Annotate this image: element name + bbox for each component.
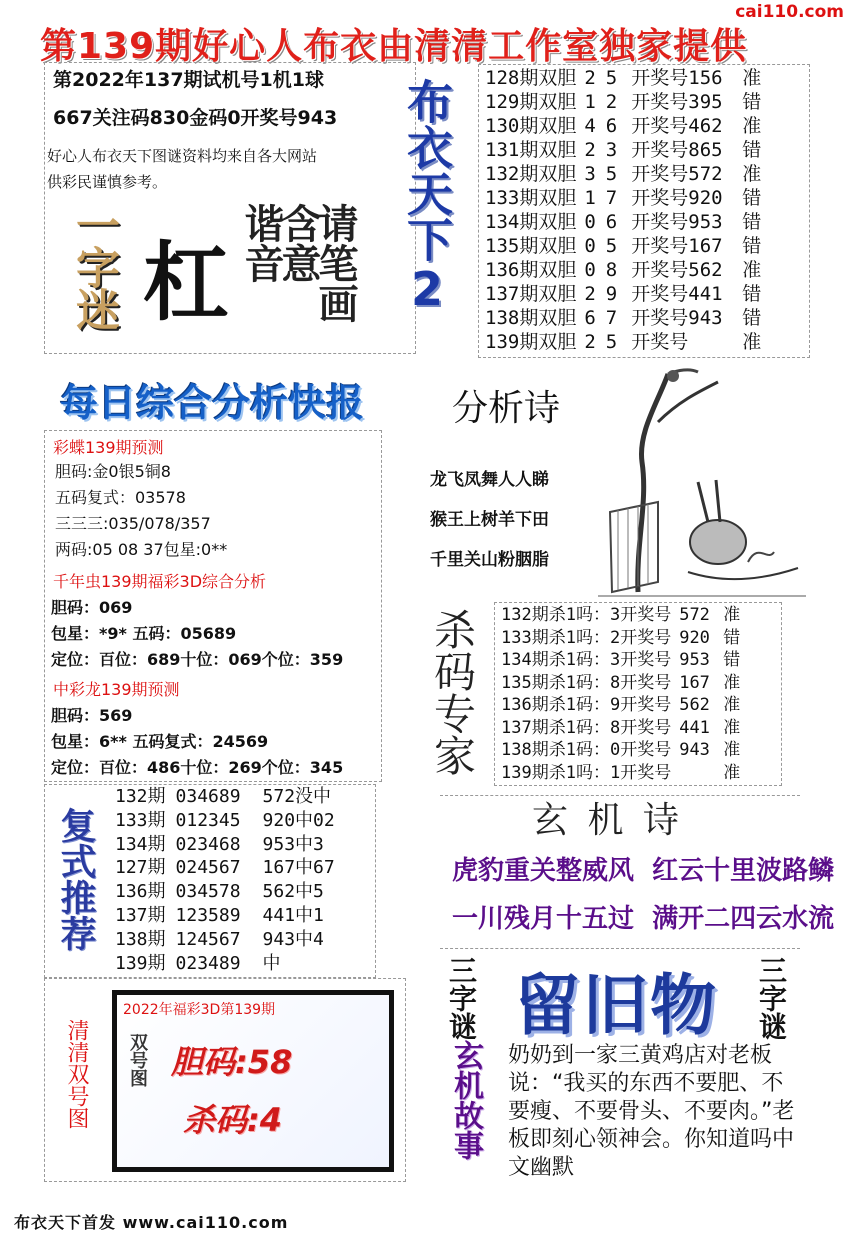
story-text: 奶奶到一家三黄鸡店对老板说：“我买的东西不要肥、不要瘦、不要骨头、不要肉。”老板即刻心领神会。你知道吗中文幽默 (508, 1043, 795, 1180)
compound-row (115, 785, 335, 809)
kill-number: 441 (679, 717, 710, 738)
compound-result: 中 (262, 952, 281, 974)
gall-code-a: 1 (584, 187, 596, 209)
kill-code: 2 (609, 627, 621, 648)
gall-label: 开奖号 (631, 331, 689, 353)
gall-label: 开奖号 (631, 67, 689, 89)
gall-result: 错 (742, 235, 762, 257)
gall-label: 开奖号 (631, 163, 689, 185)
gall-issue: 135期双胆 (485, 235, 577, 257)
gall-row (485, 66, 803, 90)
kill-issue: 134期杀1码： (501, 650, 610, 670)
compound-result: 441中1 (262, 904, 324, 926)
gall-number: 167 (688, 235, 723, 257)
kill-number: 562 (679, 695, 710, 715)
gall-number: 156 (688, 67, 723, 89)
daily-box (44, 430, 382, 782)
gall-label: 开奖号 (631, 187, 689, 209)
compound-row (115, 856, 335, 880)
kill-label-text: 开奖号 (620, 695, 672, 715)
compound-label: 复式推荐 (55, 807, 96, 951)
compound-result: 943中4 (262, 928, 324, 950)
gall-number: 395 (688, 91, 723, 113)
kill-result: 准 (723, 672, 741, 693)
gall-number: 865 (688, 139, 723, 161)
footer-text: 布衣天下首发 www.cai110.com (14, 1213, 289, 1232)
kill-code: 8 (609, 672, 621, 693)
daily-s1-line: 三三三:035/078/357 (55, 514, 211, 533)
gall-issue: 133期双胆 (485, 187, 577, 209)
gall-code-b: 6 (605, 115, 618, 137)
kill-result: 准 (723, 717, 741, 738)
qingqing-kill: 杀码:4 (183, 1101, 283, 1139)
gall-label: 开奖号 (631, 283, 689, 305)
gall-code-b: 5 (605, 163, 618, 185)
double-gall-table (478, 64, 810, 358)
gall-code-b: 3 (605, 139, 618, 161)
poem-line: 龙飞凤舞人人睇 (430, 470, 549, 490)
gall-number: 943 (688, 307, 723, 329)
gall-label: 开奖号 (631, 259, 689, 281)
gall-issue: 129期双胆 (485, 91, 577, 113)
kill-number: 572 (679, 605, 710, 625)
gall-row (485, 162, 803, 186)
kill-result: 错 (723, 650, 741, 670)
gall-code-a: 0 (584, 259, 596, 281)
gall-label: 开奖号 (631, 139, 689, 161)
qingqing-label: 清清双号图 (64, 1019, 89, 1129)
riddle-label: 一字迷 (68, 203, 119, 329)
gall-issue: 138期双胆 (485, 307, 577, 329)
kill-row (501, 739, 775, 762)
kill-row (501, 627, 775, 650)
gall-row (485, 138, 803, 162)
gall-row (485, 114, 803, 138)
daily-s1-line: 五码复式：03578 (55, 488, 186, 507)
sanzi-left: 三字谜 (445, 956, 478, 1040)
gall-code-b: 5 (605, 67, 618, 89)
kill-row (501, 694, 775, 717)
gall-row (485, 258, 803, 282)
gall-number: 920 (688, 187, 723, 209)
gall-code-b: 5 (605, 331, 618, 353)
compound-issue: 127期 (115, 857, 166, 879)
kill-number: 167 (679, 672, 710, 693)
gall-result: 错 (742, 211, 762, 233)
gall-issue: 130期双胆 (485, 115, 577, 137)
kill-issue: 138期杀1码： (501, 740, 610, 760)
compound-issue: 137期 (115, 904, 166, 926)
gall-code-b: 5 (605, 235, 618, 257)
gall-row (485, 210, 803, 234)
page-title: 第139期好心人布衣由清清工作室独家提供 (40, 26, 748, 67)
kill-issue: 137期杀1码： (501, 717, 610, 738)
qingqing-card-side: 双号图 (127, 1033, 148, 1087)
gall-label: 开奖号 (631, 307, 689, 329)
compound-numbers: 034689 (175, 786, 241, 807)
gall-issue: 131期双胆 (485, 139, 577, 161)
kill-row (501, 762, 775, 785)
riddle-hint-col-3: 请笔画 (312, 203, 358, 323)
kill-code: 3 (609, 650, 621, 670)
kill-result: 错 (723, 627, 741, 648)
kill-code: 9 (609, 695, 621, 715)
compound-issue: 138期 (115, 928, 166, 950)
trial-line-2: 667关注码830金码0开奖号943 (53, 107, 338, 129)
kill-label-text: 开奖号 (620, 650, 672, 670)
gall-code-a: 2 (584, 139, 596, 161)
kill-row (501, 649, 775, 672)
gall-label: 开奖号 (631, 211, 689, 233)
compound-numbers: 124567 (175, 928, 241, 950)
daily-s2-line: 包星：*9* 五码：05689 (51, 624, 237, 643)
kill-result: 准 (723, 762, 741, 783)
gall-row (485, 90, 803, 114)
site-logo: cai110.com (735, 2, 844, 22)
daily-s2-line: 定位：百位：689十位：069个位：359 (51, 650, 344, 669)
compound-row (115, 952, 335, 976)
gall-row (485, 186, 803, 210)
kill-label-text: 开奖号 (620, 672, 672, 693)
gall-result: 错 (742, 139, 762, 161)
poem-title: 分析诗 (452, 388, 561, 429)
daily-section-1-title: 彩蝶139期预测 (53, 438, 164, 457)
gall-number: 562 (688, 259, 723, 281)
daily-s2-line: 胆码：069 (51, 598, 133, 617)
kill-code: 0 (609, 740, 621, 760)
daily-s1-line: 两码:05 08 37包星:0** (55, 540, 228, 559)
kill-label-text: 开奖号 (620, 762, 672, 783)
riddle-hint-col-2: 含意 (275, 203, 321, 283)
xuanji-line-1: 虎豹重关整威风 红云十里波路鳞 (452, 856, 835, 886)
kill-number: 920 (679, 627, 710, 648)
kill-issue: 139期杀1吗： (501, 762, 610, 783)
kill-number: 953 (679, 650, 710, 670)
compound-issue: 139期 (115, 952, 166, 974)
compound-result: 572没中 (262, 786, 332, 807)
riddle-hint-col-1: 谐音 (238, 203, 284, 283)
compound-issue: 132期 (115, 786, 166, 807)
gall-code-a: 1 (584, 91, 596, 113)
gall-result: 错 (742, 283, 762, 305)
gall-code-b: 9 (605, 283, 618, 305)
gall-code-a: 0 (584, 235, 596, 257)
gall-result: 准 (742, 115, 762, 137)
compound-row (115, 809, 335, 833)
compound-row (115, 904, 335, 928)
gall-issue: 136期双胆 (485, 259, 577, 281)
compound-numbers: 012345 (175, 809, 241, 831)
gall-number: 572 (688, 163, 723, 185)
gall-row (485, 306, 803, 330)
daily-s3-line: 包星：6** 五码复式：24569 (51, 732, 269, 751)
kill-label-text: 开奖号 (620, 717, 672, 738)
kill-code: 8 (609, 717, 621, 738)
kill-number: 943 (679, 740, 710, 760)
trial-note-1: 好心人布衣天下图谜资料均来自各大网站 (47, 147, 318, 165)
compound-issue: 133期 (115, 809, 166, 831)
gall-row (485, 330, 803, 354)
kill-label-text: 开奖号 (620, 740, 672, 760)
gall-result: 错 (742, 187, 762, 209)
daily-title: 每日综合分析快报 (60, 381, 365, 425)
gall-code-b: 2 (605, 91, 618, 113)
compound-numbers: 034578 (175, 881, 241, 903)
gall-number: 441 (688, 283, 723, 305)
compound-result: 920中02 (262, 809, 335, 831)
kill-issue: 133期杀1吗： (501, 627, 610, 648)
poem-lines (430, 460, 549, 580)
riddle-character: 杠 (143, 232, 229, 333)
kill-issue: 136期杀1码： (501, 695, 610, 715)
compound-numbers: 123589 (175, 904, 241, 926)
compound-result: 562中5 (262, 881, 324, 903)
kill-row (501, 717, 775, 740)
gall-code-b: 6 (605, 211, 618, 233)
ink-illustration (598, 362, 806, 602)
kill-result: 准 (723, 605, 741, 625)
kill-table (494, 602, 782, 786)
kill-issue: 135期杀1码： (501, 672, 610, 693)
gall-code-a: 2 (584, 283, 596, 305)
kill-code: 1 (609, 762, 621, 783)
compound-result: 953中3 (262, 833, 324, 855)
daily-section-3-title: 中彩龙139期预测 (53, 680, 180, 699)
trial-box (44, 62, 416, 354)
gall-code-a: 6 (584, 307, 596, 329)
kill-label-text: 开奖号 (620, 605, 672, 625)
gall-result: 准 (742, 67, 762, 89)
gall-code-b: 7 (605, 307, 618, 329)
gall-result: 错 (742, 307, 762, 329)
gall-result: 准 (742, 163, 762, 185)
gall-code-a: 0 (584, 211, 596, 233)
xuanji-line-2: 一川残月十五过 满开二四云水流 (452, 904, 835, 934)
brand-vertical: 布衣天下2 (400, 78, 454, 316)
gall-code-a: 3 (584, 163, 596, 185)
gall-issue: 139期双胆 (485, 331, 577, 353)
qingqing-dan: 胆码:58 (171, 1043, 293, 1081)
qingqing-card-title: 2022年福彩3D第139期 (123, 1002, 276, 1018)
gall-number: 953 (688, 211, 723, 233)
daily-s3-line: 胆码：569 (51, 706, 133, 725)
kill-row (501, 604, 775, 627)
story-label: 玄机故事 (448, 1040, 483, 1160)
trial-note-2: 供彩民谨慎参考。 (47, 173, 168, 191)
kill-result: 准 (723, 740, 741, 760)
kill-label: 杀码专家 (428, 608, 477, 776)
kill-issue: 132期杀1吗： (501, 605, 610, 625)
compound-row (115, 833, 335, 857)
compound-issue: 134期 (115, 833, 166, 855)
compound-numbers: 023489 (175, 952, 241, 974)
kill-code: 3 (609, 605, 621, 625)
compound-numbers: 023468 (175, 833, 241, 855)
gall-label: 开奖号 (631, 235, 689, 257)
poem-line: 千里关山粉胭脂 (430, 550, 549, 570)
compound-result: 167中67 (262, 857, 335, 879)
kill-row (501, 672, 775, 695)
gall-result: 错 (742, 91, 762, 113)
daily-s3-line: 定位：百位：486十位：269个位：345 (51, 758, 344, 777)
gall-result: 准 (742, 259, 762, 281)
kill-label-text: 开奖号 (620, 627, 672, 648)
gall-code-a: 4 (584, 115, 596, 137)
divider (440, 948, 800, 950)
gall-code-b: 8 (605, 259, 618, 281)
gall-row (485, 282, 803, 306)
gall-issue: 134期双胆 (485, 211, 577, 233)
gall-number: 462 (688, 115, 723, 137)
daily-s1-line: 胆码:金0银5铜8 (55, 462, 171, 481)
gall-label: 开奖号 (631, 115, 689, 137)
kill-result: 准 (723, 695, 741, 715)
daily-section-2-title: 千年虫139期福彩3D综合分析 (53, 572, 267, 591)
gall-row (485, 234, 803, 258)
gall-code-b: 7 (605, 187, 618, 209)
compound-row (115, 928, 335, 952)
sanzi-center: 留旧物 (514, 967, 718, 1044)
qingqing-card (112, 990, 394, 1172)
trial-line-1: 第2022年137期试机号1机1球 (53, 69, 324, 91)
gall-code-a: 2 (584, 331, 596, 353)
compound-box (44, 784, 376, 978)
poem-line: 猴王上树羊下田 (430, 510, 549, 530)
compound-row (115, 880, 335, 904)
xuanji-title: 玄 机 诗 (532, 800, 683, 841)
compound-issue: 136期 (115, 881, 166, 903)
gall-issue: 128期双胆 (485, 67, 577, 89)
gall-result: 准 (742, 331, 762, 353)
gall-issue: 132期双胆 (485, 163, 577, 185)
gall-label: 开奖号 (631, 91, 689, 113)
gall-issue: 137期双胆 (485, 283, 577, 305)
gall-code-a: 2 (584, 67, 596, 89)
compound-numbers: 024567 (175, 857, 241, 879)
sanzi-right: 三字谜 (755, 956, 788, 1040)
